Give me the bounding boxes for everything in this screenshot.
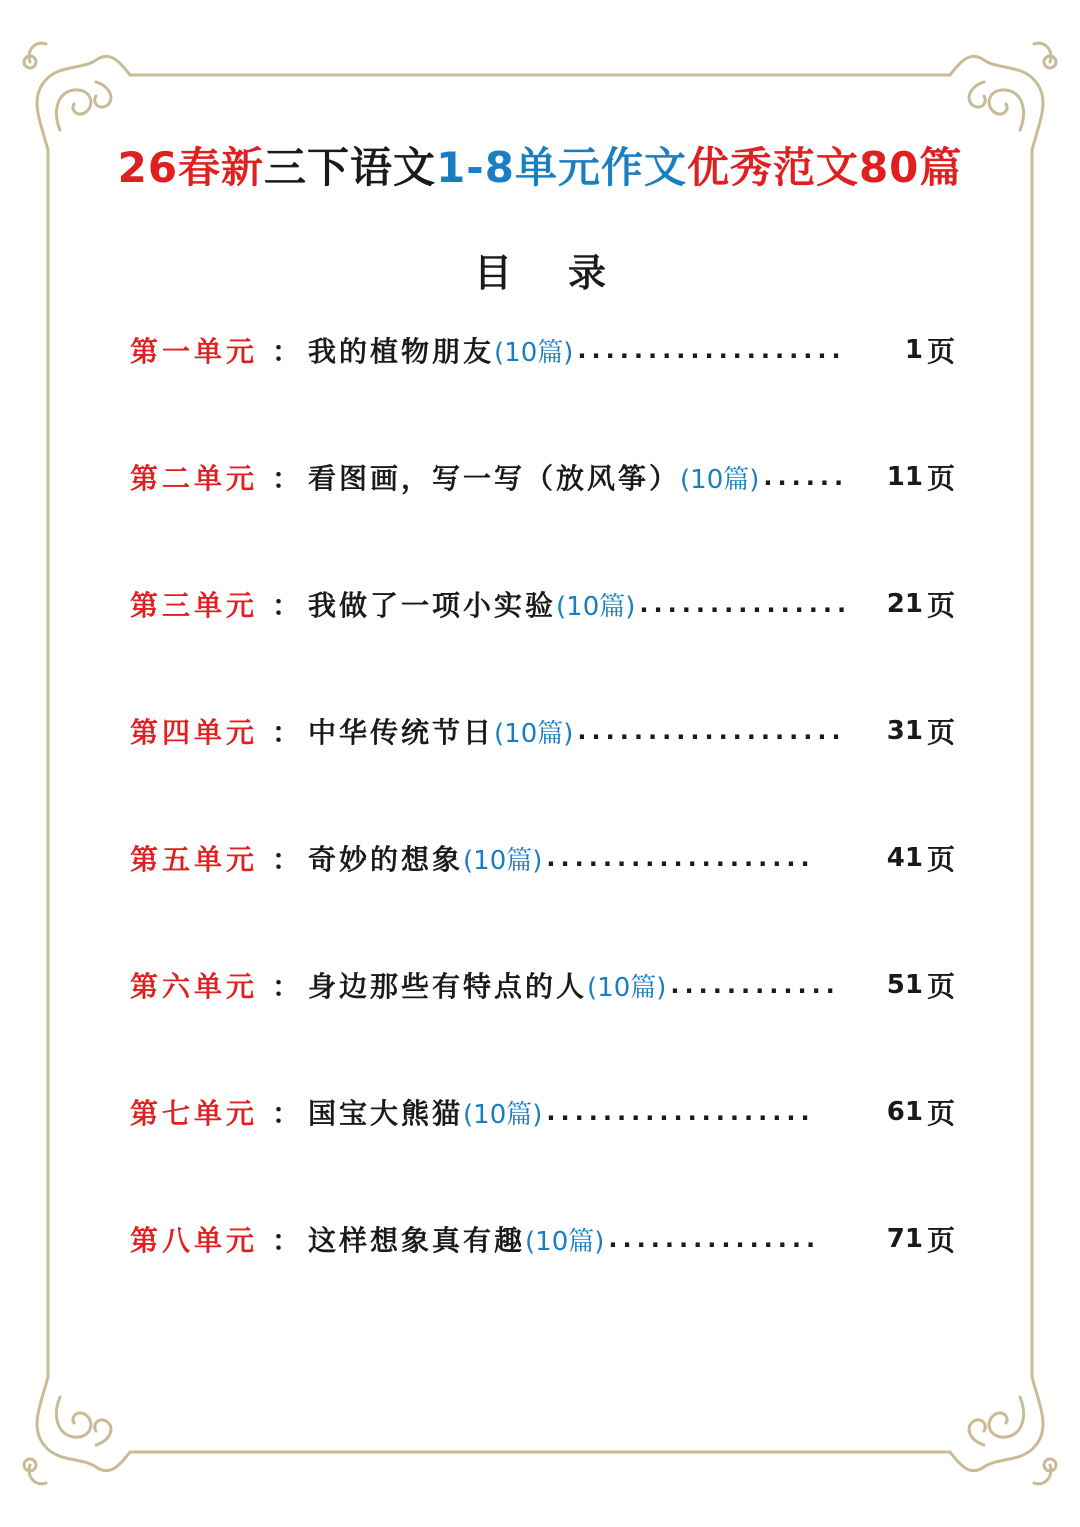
page-number: 71	[886, 1224, 923, 1254]
toc-entry-unit-6[interactable]	[130, 965, 955, 1005]
unit-label: 第四单元	[130, 716, 259, 749]
unit-topic: 奇妙的想象	[308, 843, 464, 876]
essay-count: (10篇)	[463, 1099, 543, 1130]
toc-entry-unit-4[interactable]	[130, 711, 955, 751]
essay-count: (10篇)	[494, 337, 574, 368]
toc-entry-unit-2[interactable]	[130, 457, 955, 497]
unit-label: 第五单元	[130, 843, 259, 876]
toc-entry-unit-3[interactable]	[130, 584, 955, 624]
corner-ornament-top-right	[950, 43, 1056, 150]
title-part-red: 26春新	[117, 143, 265, 192]
corner-ornament-top-left	[24, 43, 130, 150]
page-number: 51	[886, 970, 923, 1000]
page-title	[0, 135, 1080, 195]
essay-count: (10篇)	[556, 591, 636, 622]
leader-dots: ...................	[546, 1098, 815, 1126]
title-part-blue: 1-8单元作文	[436, 143, 687, 192]
toc-heading-char-2: 录	[568, 250, 607, 295]
toc-heading	[0, 242, 1080, 297]
unit-colon: ：	[271, 462, 300, 495]
essay-count: (10篇)	[587, 972, 667, 1003]
page-number: 1	[904, 335, 923, 365]
essay-count: (10篇)	[463, 845, 543, 876]
unit-colon: ：	[271, 1224, 300, 1257]
unit-colon: ：	[271, 970, 300, 1003]
unit-colon: ：	[271, 1097, 300, 1130]
title-part-black: 三下语文	[264, 143, 437, 192]
page-number: 41	[886, 843, 923, 873]
toc-entry-unit-5[interactable]	[130, 838, 955, 878]
unit-topic: 这样想象真有趣	[308, 1224, 526, 1257]
page-number: 21	[886, 589, 923, 619]
leader-dots: ............	[670, 971, 840, 999]
leader-dots: ...................	[577, 336, 846, 364]
unit-label: 第七单元	[130, 1097, 259, 1130]
toc-entry-unit-8[interactable]	[130, 1219, 955, 1259]
unit-colon: ：	[271, 335, 300, 368]
page-unit: 页	[926, 1224, 955, 1257]
leader-dots: ...................	[546, 844, 815, 872]
leader-dots: ...................	[577, 717, 846, 745]
unit-label: 第八单元	[130, 1224, 259, 1257]
page-number: 61	[886, 1097, 923, 1127]
unit-topic: 我做了一项小实验	[308, 589, 557, 622]
unit-colon: ：	[271, 843, 300, 876]
page-unit: 页	[926, 1097, 955, 1130]
toc-entry-unit-7[interactable]	[130, 1092, 955, 1132]
corner-ornament-bottom-right	[950, 1377, 1056, 1484]
page-unit: 页	[926, 462, 955, 495]
unit-topic: 中华传统节日	[308, 716, 495, 749]
leader-dots: ...............	[639, 590, 852, 618]
leader-dots: ...............	[608, 1225, 821, 1253]
page-unit: 页	[926, 589, 955, 622]
unit-label: 第三单元	[130, 589, 259, 622]
leader-dots: ......	[763, 463, 849, 491]
corner-ornament-bottom-left	[24, 1377, 130, 1484]
unit-topic: 国宝大熊猫	[308, 1097, 464, 1130]
page-unit: 页	[926, 970, 955, 1003]
unit-topic: 我的植物朋友	[308, 335, 495, 368]
unit-colon: ：	[271, 716, 300, 749]
toc-entry-unit-1[interactable]	[130, 330, 955, 370]
title-part-red-2: 优秀范文80篇	[686, 143, 963, 192]
essay-count: (10篇)	[494, 718, 574, 749]
page-number: 11	[886, 462, 923, 492]
page-number: 31	[886, 716, 923, 746]
unit-colon: ：	[271, 589, 300, 622]
page-unit: 页	[926, 843, 955, 876]
toc-heading-char-1: 目	[473, 250, 512, 295]
unit-topic: 身边那些有特点的人	[308, 970, 588, 1003]
essay-count: (10篇)	[525, 1226, 605, 1257]
unit-label: 第六单元	[130, 970, 259, 1003]
unit-label: 第二单元	[130, 462, 259, 495]
page-unit: 页	[926, 335, 955, 368]
unit-label: 第一单元	[130, 335, 259, 368]
essay-count: (10篇)	[680, 464, 760, 495]
unit-topic: 看图画，写一写（放风筝）	[308, 462, 681, 495]
page-unit: 页	[926, 716, 955, 749]
